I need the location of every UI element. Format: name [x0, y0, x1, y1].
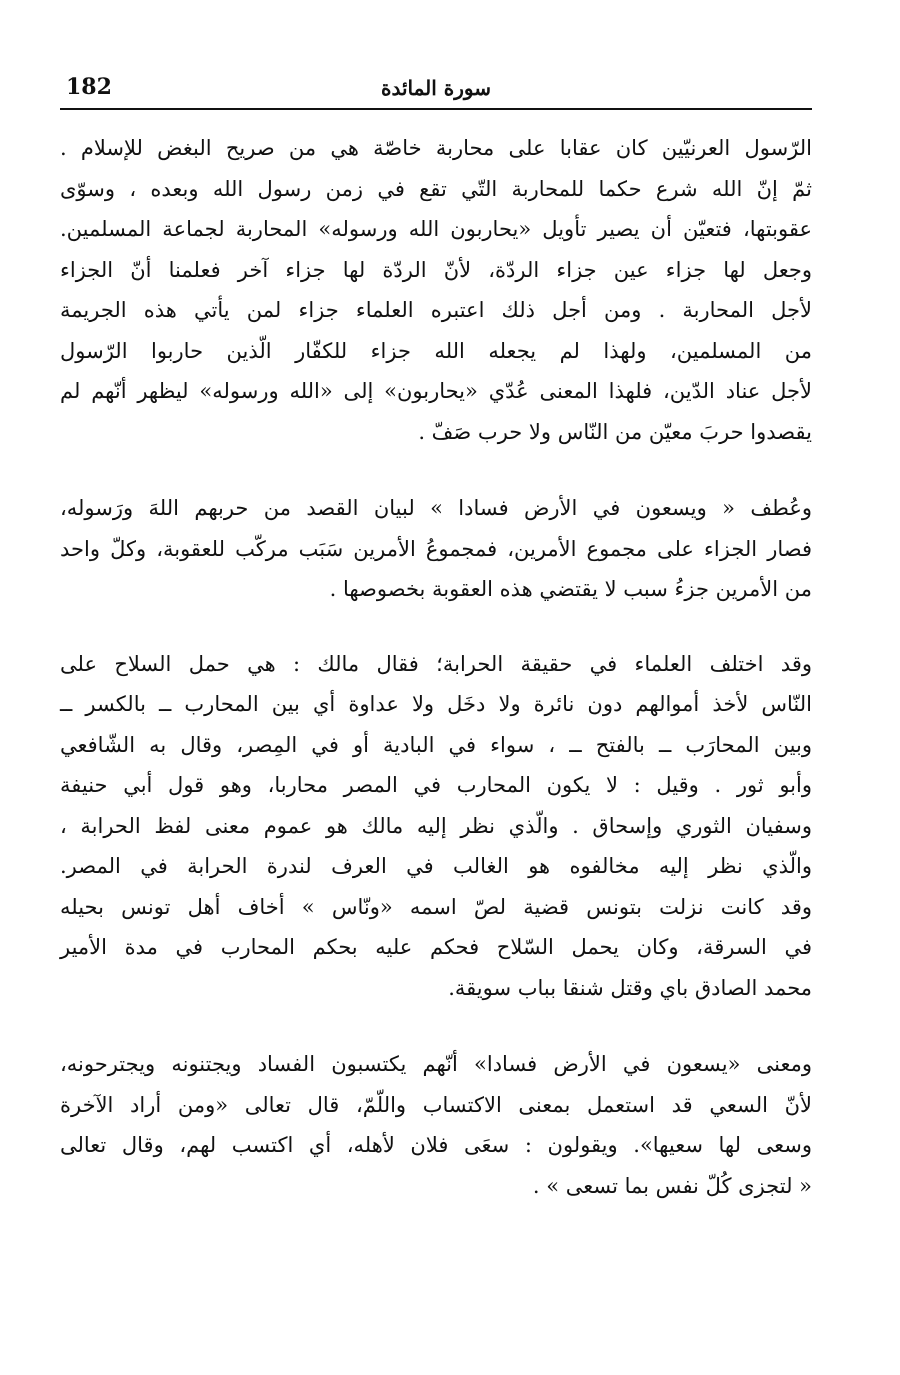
text-line: الرّسول العرنيّين كان عقابا على محاربة خاصّة هي من صريح البغض للإسلام .: [60, 136, 812, 160]
text-line: وعُطف « ويسعون في الأرض فسادا » لبيان القصد من حربهم اللهَ ورَسوله،: [60, 496, 812, 520]
text-line: ومعنى «يسعون في الأرض فسادا» أنّهم يكتسبون الفساد ويجتنونه ويجترحونه،: [60, 1052, 812, 1076]
surah-title: سورة المائدة: [380, 76, 492, 100]
text-line: النّاس لأخذ أموالهم دون نائرة ولا دخَل ولا عداوة أي بين المحارب ــ بالكسر ــ: [60, 692, 812, 716]
text-line: لأنّ السعي قد استعمل بمعنى الاكتساب واللّمّ، قال تعالى «ومن أراد الآخرة: [60, 1092, 812, 1117]
paragraph-3: [60, 644, 812, 1009]
text-line: وسعى لها سعيها». ويقولون : سعَى فلان لأهله، أي اكتسب لهم، وقال تعالى: [60, 1133, 812, 1157]
text-line: وقد كانت نزلت بتونس قضية لصّ اسمه «ونّاس » أخاف أهل تونس بحيله: [60, 894, 812, 919]
text-line: من الأمرين جزءُ سبب لا يقتضي هذه العقوبة بخصوصها .: [329, 577, 812, 601]
text-line: ثمّ إنّ الله شرع حكما للمحاربة التّي تقع في زمن رسول الله وبعده ، وسوّى: [60, 176, 812, 201]
text-line: لأجل المحاربة . ومن أجل ذلك اعتبره العلماء جزاء لمن يأتي هذه الجريمة: [60, 298, 812, 322]
page-header: [60, 70, 812, 108]
text-line: والّذي نظر إليه مخالفوه هو الغالب في العرف لندرة الحرابة في المصر.: [60, 854, 812, 878]
page-number: 182: [66, 74, 112, 100]
text-line: وبين المحارَب ــ بالفتح ــ ، سواء في البادية أو في المِصر، وقال به الشّافعي: [60, 732, 812, 757]
text-line: من المسلمين، ولهذا لم يجعله الله جزاء للكفّار الّذين حاربوا الرّسول: [60, 338, 812, 363]
header-divider: [60, 108, 812, 110]
paragraph-1: [60, 128, 812, 452]
paragraph-4: [60, 1044, 812, 1206]
text-line: « لتجزى كُلّ نفس بما تسعى » .: [532, 1173, 812, 1198]
paragraph-2: [60, 488, 812, 610]
text-line: عقوبتها، فتعيّن أن يصير تأويل «يحاربون الله ورسوله» المحاربة لجماعة المسلمين.: [60, 217, 812, 241]
text-line: وسفيان الثوري وإسحاق . والّذي نظر إليه مالك هو عموم معنى لفظ الحرابة ،: [60, 813, 812, 838]
text-line: يقصدوا حربَ معيّن من النّاس ولا حرب صَفّ .: [418, 419, 812, 444]
text-line: فصار الجزاء على مجموع الأمرين، فمجموعُ الأمرين سَبَب مركّب للعقوبة، وكلّ واحد: [60, 536, 812, 561]
text-line: لأجل عناد الدّين، فلهذا المعنى عُدّي «يحاربون» إلى «الله ورسوله» ليظهر أنّهم لم: [60, 379, 812, 403]
text-line: محمد الصادق باي وقتل شنقا بباب سويقة.: [448, 975, 812, 1000]
text-line: وجعل لها جزاء عين جزاء الردّة، لأنّ الردّة لها جزاء آخر فعلمنا أنّ الجزاء: [60, 257, 812, 282]
text-line: في السرقة، وكان يحمل السّلاح فحكم عليه بحكم المحارب في مدة الأمير: [60, 935, 812, 959]
body-text: [60, 128, 812, 1206]
text-line: وقد اختلف العلماء في حقيقة الحرابة؛ فقال مالك : هي حمل السلاح على: [60, 651, 812, 676]
text-line: وأبو ثور . وقيل : لا يكون المحارب في المصر محاربا، وهو قول أبي حنيفة: [60, 773, 813, 797]
